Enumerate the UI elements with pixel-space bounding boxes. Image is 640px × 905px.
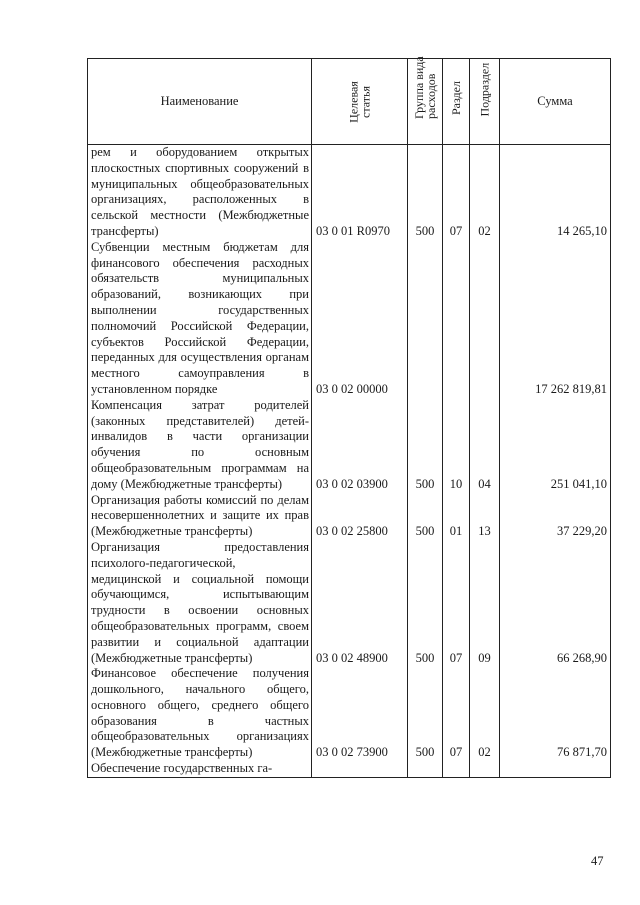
row-section: 07 <box>443 540 470 666</box>
row-name: Организация работы комиссий по делам несовершеннолетних и защите их прав (Межбюджетные трансферты) <box>88 493 312 540</box>
row-code: 03 0 02 00000 <box>312 240 408 398</box>
table-row <box>88 493 611 540</box>
row-group: 500 <box>408 145 443 240</box>
row-section: 07 <box>443 145 470 240</box>
budget-table <box>87 55 611 778</box>
row-code: 03 0 02 48900 <box>312 540 408 666</box>
row-section: 01 <box>443 493 470 540</box>
row-sum: 37 229,20 <box>500 493 611 540</box>
row-subsection: 02 <box>470 145 500 240</box>
row-code: 03 0 01 R0970 <box>312 145 408 240</box>
row-code: 03 0 02 73900 <box>312 666 408 761</box>
row-section: 07 <box>443 666 470 761</box>
row-subsection: 04 <box>470 398 500 493</box>
header-section: Раздел <box>443 59 470 145</box>
row-name: Обеспечение государственных га- <box>88 761 312 777</box>
row-name: Финансовое обеспечение получения дошкольного, начального общего, основного общего, среднего общего образования в частных общеобразовательных организациях (Межбюджетные трансферты) <box>88 666 312 761</box>
row-sum: 14 265,10 <box>500 145 611 240</box>
row-group: 500 <box>408 398 443 493</box>
row-sum <box>500 761 611 777</box>
row-sum: 17 262 819,81 <box>500 240 611 398</box>
row-name: рем и оборудованием открытых плоскостных спортивных сооружений в муниципальных общеобразовательных организациях, расположенных в сельской местности (Межбюджетные трансферты) <box>88 145 312 240</box>
table-row <box>88 145 611 240</box>
header-expense-group: Группа вида расходов <box>408 59 443 145</box>
row-code <box>312 761 408 777</box>
row-group <box>408 761 443 777</box>
header-target-article: Целевая статья <box>312 59 408 145</box>
row-group: 500 <box>408 540 443 666</box>
header-sum: Сумма <box>500 59 611 145</box>
row-code: 03 0 02 25800 <box>312 493 408 540</box>
table-row <box>88 240 611 398</box>
row-group: 500 <box>408 666 443 761</box>
row-code: 03 0 02 03900 <box>312 398 408 493</box>
table-row <box>88 398 611 493</box>
row-sum: 76 871,70 <box>500 666 611 761</box>
row-subsection <box>470 761 500 777</box>
row-sum: 66 268,90 <box>500 540 611 666</box>
table-header-row <box>88 59 611 145</box>
row-name: Компенсация затрат родителей (законных представителей) детей-инвалидов в части организации обучения по основным общеобразовательным программам на дому (Межбюджетные трансферты) <box>88 398 312 493</box>
page-number: 47 <box>591 854 604 868</box>
row-subsection: 13 <box>470 493 500 540</box>
row-sum: 251 041,10 <box>500 398 611 493</box>
table-row <box>88 761 611 777</box>
row-group <box>408 240 443 398</box>
row-section: 10 <box>443 398 470 493</box>
header-subsection: Подраздел <box>470 59 500 145</box>
row-group: 500 <box>408 493 443 540</box>
table-row <box>88 666 611 761</box>
row-section <box>443 761 470 777</box>
row-section <box>443 240 470 398</box>
header-name: Наименование <box>88 59 312 145</box>
row-subsection: 09 <box>470 540 500 666</box>
row-subsection: 02 <box>470 666 500 761</box>
row-name: Субвенции местным бюджетам для финансового обеспечения расходных обязательств муниципальных образований, возникающих при выполнении государственных полномочий Российской Федерации, субъектов Российской Федерации, переданных для осуществления органам местного самоуправления в установленном порядке <box>88 240 312 398</box>
row-subsection <box>470 240 500 398</box>
row-name: Организация предоставления психолого-педагогической, медицинской и социальной помощи обучающимся, испытывающим трудности в освоении основных общеобразовательных программ, своем развитии и социальной адаптации (Межбюджетные трансферты) <box>88 540 312 666</box>
table-row <box>88 540 611 666</box>
